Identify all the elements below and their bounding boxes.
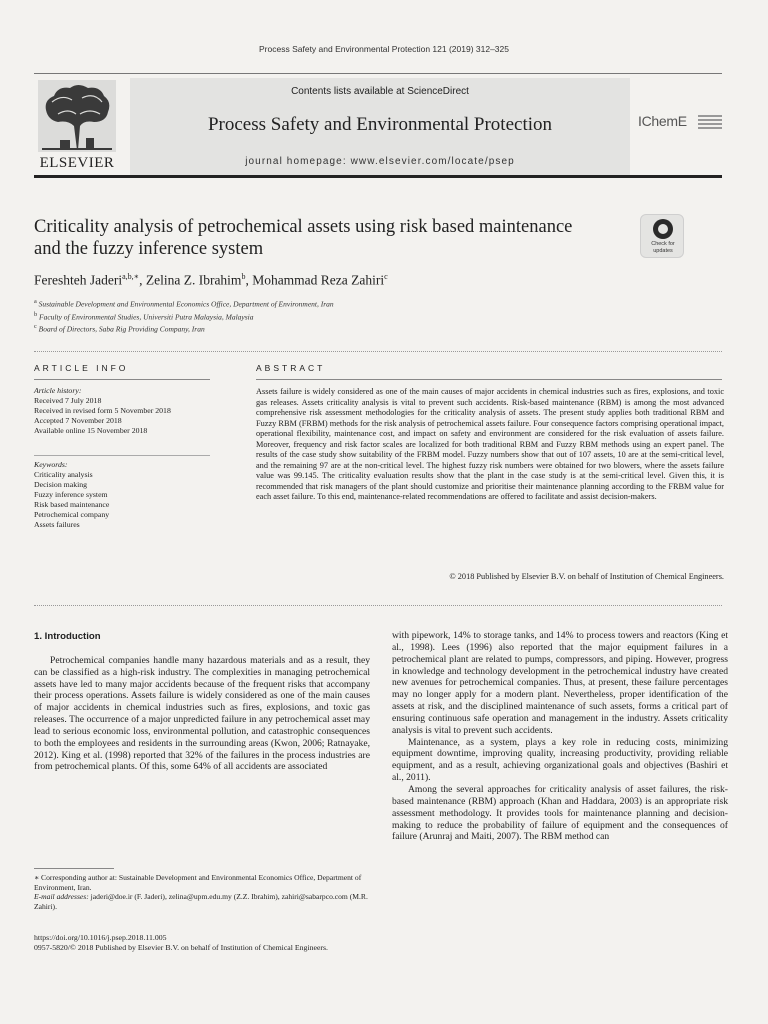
- abstract-text: Assets failure is widely considered as one of the main causes of major accidents in chemical industries such as fires, explosions, and toxic gas releases. Assets criticality analysis is vital to prevent such accidents. Risk-based maintenance (RBM) is among the most advanced comprehensive risk assessment methodologies for the criticality analysis of assets. The present study applies both traditional RBM and Fuzzy RBM (FRBM) methods for the risk analysis of petrochemical assets failure. Four consequence factors comprising operational impact, operational flexibility, maintenance cost, and impact on safety and environment are considered for the risk evaluation of assets failure. Moreover, frequency and risk factor scales are localized for both traditional RBM and Fuzzy RBM methods using an expert panel. The results of the case study show suitability of the FRBM model. Fuzzy numbers show that out of 107 assets, 10 are at the semi-critical level, and the remaining 97 are at the non-critical level. The highest fuzzy risk numbers were obtained for two blowers, where the assets failure value was 99.145. The criticality evaluation results show that the plant in the case study is at the semi-critical level. Given this, it is recommended that risk managers of the plant should customize and prioritise their maintenance planning according to the FRBM value for each asset failure. To this end, maintenance-related recommendations are offered to facilitate and assist decision-makers.: [256, 387, 724, 502]
- email-addresses: [34, 892, 370, 911]
- elsevier-tree-icon: [38, 80, 116, 152]
- abstract-copyright: © 2018 Published by Elsevier B.V. on behalf of Institution of Chemical Engineers.: [449, 572, 724, 581]
- author-affil-marker: a,b,∗: [122, 272, 140, 281]
- elsevier-logo: [34, 80, 120, 174]
- masthead-banner: [130, 78, 630, 175]
- keyword-item: Petrochemical company: [34, 510, 110, 519]
- elsevier-wordmark: ELSEVIER: [39, 155, 115, 171]
- article-history: [34, 386, 214, 436]
- doi-block: [34, 933, 534, 953]
- doi-link[interactable]: https://doi.org/10.1016/j.psep.2018.11.005: [34, 933, 167, 942]
- email-label: E-mail addresses:: [34, 892, 89, 902]
- author-name[interactable]: Mohammad Reza Zahiri: [252, 272, 385, 288]
- icheme-wordmark: IChemE: [638, 113, 687, 129]
- keywords-rule: [34, 455, 210, 456]
- article-info-rule: [34, 379, 210, 380]
- author-affil-marker: b: [241, 272, 246, 281]
- masthead-top-rule: [34, 73, 722, 74]
- contents-available-line[interactable]: Contents lists available at ScienceDirect: [291, 86, 469, 97]
- history-label: Article history:: [34, 386, 82, 395]
- article-title: Criticality analysis of petrochemical assets using risk based maintenance and the fuzzy inference system: [34, 217, 573, 259]
- history-item: Received 7 July 2018: [34, 396, 102, 405]
- journal-title: Process Safety and Environmental Protection: [207, 114, 553, 135]
- keyword-item: Risk based maintenance: [34, 500, 110, 509]
- abstract-rule: [256, 379, 722, 380]
- header-divider: [34, 351, 722, 352]
- keyword-item: Criticality analysis: [34, 470, 93, 479]
- section-title: 1. Introduction: [34, 631, 101, 642]
- affiliation-item: $^c$ Board of Directors, Saba Rig Providing Company, Iran: [34, 323, 205, 334]
- article-info-heading: ARTICLE INFO: [34, 363, 129, 373]
- author-name[interactable]: Zelina Z. Ibrahim: [145, 272, 242, 288]
- check-for-updates-badge[interactable]: [640, 214, 684, 258]
- history-item: Received in revised form 5 November 2018: [34, 406, 171, 415]
- corresponding-author-note: ∗ Corresponding author at: Sustainable Development and Environmental Economics Office, Department of Environment, Iran.: [34, 873, 362, 892]
- author-name[interactable]: Fereshteh Jaderi: [34, 272, 123, 288]
- affiliations: [34, 297, 594, 335]
- body-paragraph: Maintenance, as a system, plays a key role in reducing costs, minimizing equipment downtime, improving quality, increasing productivity, providing reliable equipment, and as a result, achieving organizational goals and objectives (Bashiri et al., 2011).: [392, 736, 728, 784]
- keywords-label: Keywords:: [34, 460, 68, 469]
- body-paragraph: with pipework, 14% to storage tanks, and 14% to process towers and reactors (King et al., 1998). Lees (1996) also reported that the major equipment failures in a petrochemical plant are related to pumps, compressors, and piping. However, progress in knowledge and technology development in the petrochemical industry have created new avenues for petrochemical companies. Thus, at present, these failure percentages may no longer apply for a modern plant. Nevertheless, proper identification of the assets at risk, and the disciplined maintenance of such assets, forms a critical part of ensuring continuous safe operation and management in the industry. Assets criticality analysis is vital to prevent such accidents.: [392, 630, 728, 736]
- keyword-item: Fuzzy inference system: [34, 490, 108, 499]
- masthead-bottom-rule: [34, 175, 722, 178]
- keywords: [34, 460, 214, 530]
- issn-line: 0957-5820/© 2018 Published by Elsevier B.V. on behalf of Institution of Chemical Engineers.: [34, 942, 329, 952]
- body-paragraph: Among the several approaches for criticality analysis of asset failures, the risk-based maintenance (RBM) approach (Khan and Haddara, 2003) is an appropriate risk assessment methodology. It provides tools for maintenance planning and decision-making to reduce the probability of failure of equipment and the consequences of failure (Arunraj and Maiti, 2007). The RBM method can: [392, 783, 728, 843]
- crossmark-label: Check for updates: [651, 241, 675, 254]
- history-item: Accepted 7 November 2018: [34, 416, 122, 425]
- body-column-right: [392, 630, 728, 843]
- abstract-heading: ABSTRACT: [256, 363, 326, 373]
- email-list[interactable]: jaderi@doe.ir (F. Jaderi), zelina@upm.edu.my (Z.Z. Ibrahim), zahiri@sabarpco.com (M.R. Zahiri).: [34, 892, 368, 911]
- corresponding-author-footnote: [34, 873, 370, 911]
- journal-homepage-link[interactable]: journal homepage: www.elsevier.com/locate/psep: [245, 156, 515, 167]
- keyword-item: Decision making: [34, 480, 88, 489]
- author-affil-marker: c: [384, 272, 388, 281]
- body-column-left: [34, 631, 370, 773]
- icheme-tagline-graphic: [698, 115, 722, 131]
- running-head: Process Safety and Environmental Protection 121 (2019) 312–325: [259, 44, 509, 54]
- history-item: Available online 15 November 2018: [34, 426, 148, 435]
- affiliation-item: $^b$ Faculty of Environmental Studies, Universiti Putra Malaysia, Malaysia: [34, 310, 254, 321]
- author-list: Fereshteh Jaderi$^{a,b,∗}$, Zelina Z. Ibrahim$^b$, Mohammad Reza Zahiri$^c$: [34, 272, 388, 288]
- footnote-rule: [34, 868, 114, 869]
- crossmark-icon: [653, 219, 673, 239]
- journal-masthead: [34, 73, 722, 176]
- affiliation-item: $^a$ Sustainable Development and Environmental Economics Office, Department of Environment, Iran: [34, 298, 334, 309]
- keyword-item: Assets failures: [34, 520, 80, 529]
- body-paragraph: Petrochemical companies handle many hazardous materials and as a result, they can be classified as a high-risk industry. The complexities in managing petrochemical assets have led to many major accidents because of the frequent risks that accompany their process operations. Assets failure is widely considered as one of the main causes of major accidents in chemical industries such as fires, explosions, and toxic gas releases. The occurrence of a major unpredicted failure in any petrochemical asset may lead to serious economic loss, environmental pollution, and catastrophic consequences to both the employees and residents in the surrounding areas (Kwon, 2006; Ratnayake, 2012). King et al. (1998) reported that 32% of the failures in the process industries are from petrochemical plants. Of this, some 64% of all accidents are associated: [34, 654, 370, 773]
- abstract-divider: [34, 605, 722, 606]
- icheme-logo: [638, 113, 722, 137]
